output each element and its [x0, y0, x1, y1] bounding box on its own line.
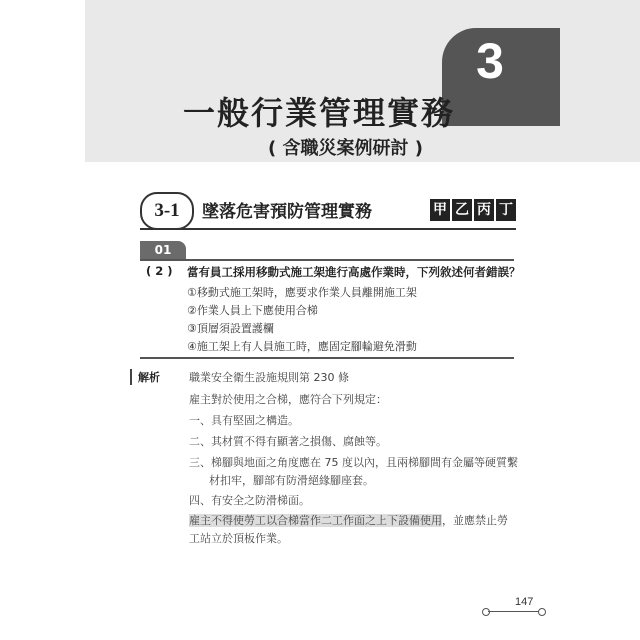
- analysis-line: 工站立於頂板作業。: [189, 532, 288, 545]
- page-ornament-dot: [538, 608, 546, 616]
- analysis-line: 雇主對於使用之合梯，應符合下列規定：: [189, 393, 387, 406]
- analysis-line: 二、其材質不得有顯著之損傷、腐蝕等。: [189, 435, 387, 448]
- analysis-line: 三、梯腳與地面之角度應在 75 度以內，且兩梯腳間有金屬等硬質繫: [189, 456, 518, 469]
- page-ornament-dot: [482, 608, 490, 616]
- question-stem: 當有員工採用移動式施工架進行高處作業時，下列敘述何者錯誤？: [187, 265, 521, 279]
- question-option: ④施工架上有人員施工時，應固定腳輪避免滑動: [187, 340, 417, 353]
- question-number-badge: 01: [140, 241, 186, 259]
- grade-badges: [430, 199, 516, 221]
- chapter-number: 3: [476, 33, 504, 89]
- page-ornament-rule: [488, 611, 540, 612]
- grade-badge: 甲: [430, 199, 450, 221]
- analysis-highlight-line: [189, 512, 508, 528]
- page-number: 147: [515, 596, 534, 608]
- section-number: 3-1: [140, 192, 194, 230]
- highlighted-rule: 雇主不得使勞工以合梯當作二工作面之上下設備使用: [189, 514, 442, 527]
- analysis-line: 一、具有堅固之構造。: [189, 414, 299, 427]
- grade-badge: 丙: [474, 199, 494, 221]
- section-underline: [140, 228, 516, 230]
- analysis-line: 材扣牢，腳部有防滑絕緣腳座套。: [209, 474, 374, 487]
- analysis-line: 四、有安全之防滑梯面。: [189, 494, 310, 507]
- question-answer: ( 2 ): [146, 264, 173, 278]
- section-title: 墜落危害預防管理實務: [202, 202, 372, 222]
- analysis-line-tail: ，並應禁止勞: [442, 514, 508, 527]
- analysis-line: 職業安全衛生設施規則第 230 條: [189, 371, 349, 384]
- question-option: ②作業人員上下應使用合梯: [187, 304, 318, 317]
- question-option: ①移動式施工架時，應要求作業人員離開施工架: [187, 286, 417, 299]
- chapter-title: 一般行業管理實務: [183, 94, 456, 132]
- grade-badge: 乙: [452, 199, 472, 221]
- question-option: ③頂層須設置護欄: [187, 322, 274, 335]
- grade-badge: 丁: [496, 199, 516, 221]
- analysis-label: 解析: [130, 369, 160, 385]
- chapter-subtitle: ( 含職災案例研討 ): [268, 138, 423, 159]
- section-heading: [140, 192, 516, 230]
